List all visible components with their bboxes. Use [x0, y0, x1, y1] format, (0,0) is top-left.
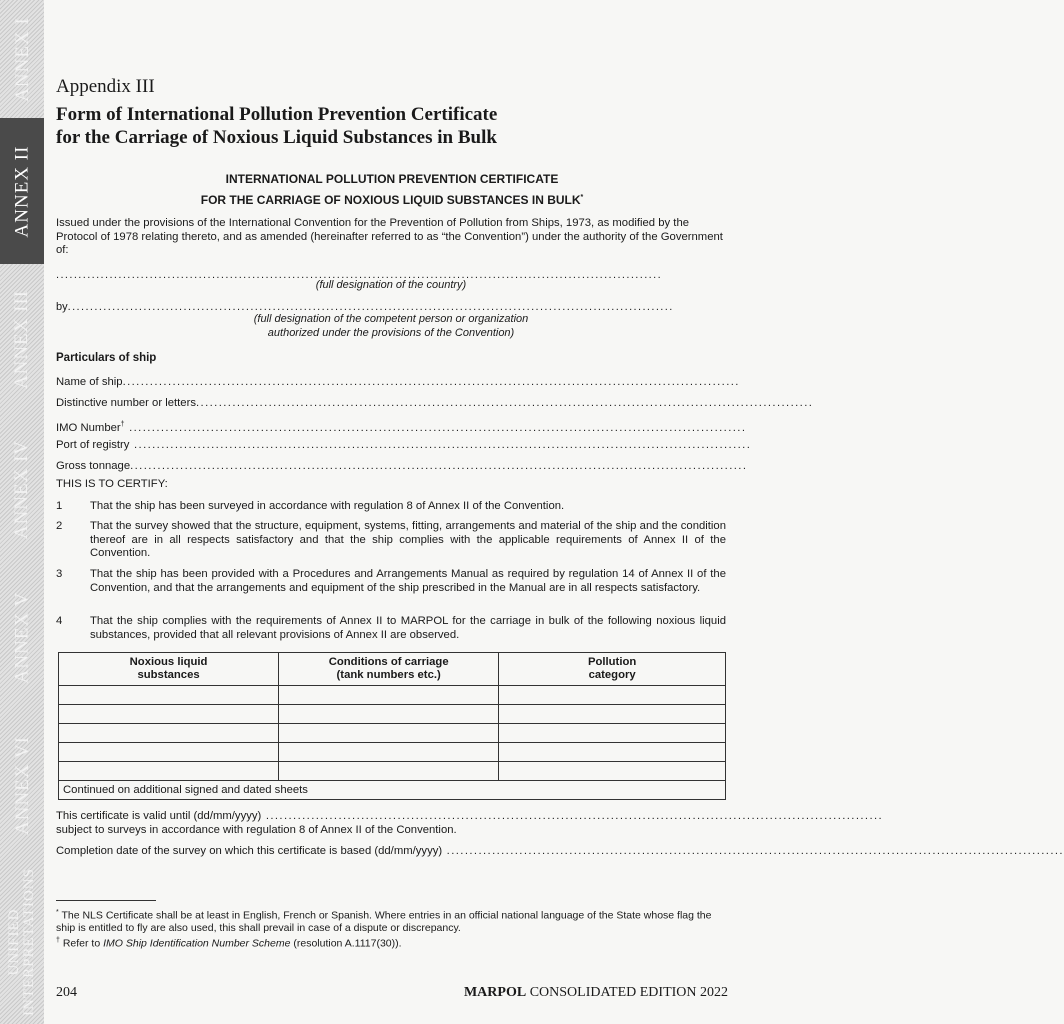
substances-table	[58, 652, 726, 800]
item-number: 3	[56, 568, 63, 580]
table-row	[59, 762, 726, 781]
tab-annex-6[interactable]	[0, 710, 44, 860]
field-label: Port of registry	[56, 439, 130, 451]
table-cell[interactable]	[59, 705, 279, 724]
tab-annex-6-label: ANNEX VI	[11, 735, 33, 835]
tab-unified-line2: INTERPRETATIONS	[21, 868, 37, 1016]
table-cell[interactable]	[59, 743, 279, 762]
tab-annex-5-label: ANNEX V	[11, 591, 33, 683]
certify-item-2	[56, 520, 726, 561]
field-label: Gross tonnage	[56, 460, 131, 472]
by-label: by	[56, 301, 68, 313]
valid-until-field[interactable]	[56, 810, 884, 824]
table-cell[interactable]	[59, 686, 279, 705]
item-number: 4	[56, 615, 63, 627]
tab-annex-4[interactable]	[0, 414, 44, 564]
table-cell[interactable]	[279, 705, 499, 724]
footnote-1-text: The NLS Certificate shall be at least in English, French or Spanish. Where entries in an official national language of the State whose flag the ship is entitled to fly are also used, this shall prevail in case of a dispute or discrepancy.	[56, 909, 712, 934]
footnote-2-post: (resolution A.1117(30)).	[290, 937, 402, 949]
table-row	[59, 705, 726, 724]
certificate-heading-2	[56, 193, 728, 207]
dot-leader: ........................................................................................................................................	[124, 421, 747, 434]
field-label: Name of ship	[56, 376, 123, 388]
dot-leader: ........................................................................................................................................	[442, 845, 1064, 857]
tab-annex-3-label: ANNEX III	[11, 289, 33, 389]
port-of-registry-field[interactable]	[56, 438, 752, 453]
dot-leader: ........................................................................................................................................	[196, 397, 814, 409]
authority-caption-line-1: (full designation of the competent person or organization	[253, 313, 529, 325]
header-line: (tank numbers etc.)	[336, 669, 441, 681]
completion-date-field[interactable]	[56, 845, 1064, 859]
certificate-heading-1: INTERNATIONAL POLLUTION PREVENTION CERTIFICATE	[225, 172, 559, 186]
validity-section	[56, 810, 1064, 859]
footnote-2-mark: †	[56, 936, 60, 944]
table-cell[interactable]	[499, 743, 726, 762]
header-line: Noxious liquid	[129, 656, 208, 668]
edition-bold: MARPOL	[463, 985, 527, 1000]
col-header-category	[499, 653, 726, 686]
title-line-2: for the Carriage of Noxious Liquid Substances in Bulk	[56, 127, 497, 148]
intro-paragraph: Issued under the provisions of the International Convention for the Prevention of Pollution from Ships, 1973, as modified by the Protocol of 1978 relating thereto, and as amended (hereinafter referred to as “the Convention”) under the authority of the Government of:	[56, 217, 723, 256]
tab-annex-4-label: ANNEX IV	[11, 439, 33, 539]
footnote-2-italic: IMO Ship Identification Number Scheme	[103, 937, 291, 949]
heading-2-text: FOR THE CARRIAGE OF NOXIOUS LIQUID SUBSTANCES IN BULK	[200, 193, 581, 207]
header-line: category	[588, 669, 636, 681]
country-caption: (full designation of the country)	[315, 279, 467, 291]
particulars-heading: Particulars of ship	[56, 352, 157, 364]
table-cell[interactable]	[59, 762, 279, 781]
table-row	[59, 743, 726, 762]
table-cell[interactable]	[499, 724, 726, 743]
field-label: IMO Number	[56, 421, 121, 434]
annex-sidebar	[0, 0, 44, 1024]
footnote-2	[56, 935, 726, 950]
tab-annex-2-label: ANNEX II	[11, 145, 33, 237]
footnote-1	[56, 907, 726, 935]
dot-leader: ........................................................................................................................................	[129, 439, 752, 451]
title-line-1: Form of International Pollution Prevention Certificate	[56, 104, 498, 125]
item-number: 1	[56, 500, 63, 512]
dot-leader: ........................................................................................................................................	[122, 376, 740, 388]
authority-caption-line-2: authorized under the provisions of the Convention)	[267, 326, 515, 339]
item-text: That the ship has been provided with a Procedures and Arrangements Manual as required by regulation 14 of Annex II of the Convention, and that the arrangements and equipment of the ship prescribed in the Manual are in all respects satisfactory.	[90, 568, 726, 594]
certify-item-4	[56, 615, 726, 642]
item-number: 2	[56, 520, 63, 532]
item-text: That the survey showed that the structure, equipment, systems, fitting, arrangements and material of the ship and the condition thereof are in all respects satisfactory and that the ship complies with the applicable requirements of Annex II of the Convention.	[90, 520, 726, 559]
dot-leader: ........................................................................................................................................	[56, 269, 663, 281]
table-header-row	[59, 653, 726, 686]
table-cell[interactable]	[499, 762, 726, 781]
table-cell[interactable]	[499, 705, 726, 724]
certify-item-1	[56, 500, 726, 514]
dot-leader: ........................................................................................................................................	[130, 460, 748, 472]
certify-item-3	[56, 568, 726, 595]
table-cell[interactable]	[279, 743, 499, 762]
page-title	[56, 103, 497, 149]
table-row	[59, 686, 726, 705]
table-row	[59, 724, 726, 743]
table-continued-row	[59, 781, 726, 800]
table-cell[interactable]	[59, 724, 279, 743]
header-line: Conditions of carriage	[328, 656, 449, 668]
field-footnote-mark: †	[120, 421, 125, 428]
table-cell[interactable]	[279, 686, 499, 705]
tab-annex-1-label: ANNEX I	[11, 16, 33, 102]
footnotes	[56, 907, 726, 950]
footnote-divider	[56, 900, 156, 901]
col-header-substances	[59, 653, 279, 686]
dot-leader: ........................................................................................................................................	[67, 301, 674, 313]
tab-annex-1[interactable]	[0, 0, 44, 118]
appendix-label: Appendix III	[56, 76, 155, 97]
tab-annex-2[interactable]	[0, 118, 44, 264]
name-of-ship-field[interactable]	[56, 375, 740, 390]
valid-until-label: This certificate is valid until (dd/mm/yyyy)	[56, 810, 262, 822]
item-text: That the ship has been surveyed in accordance with regulation 8 of Annex II of the Convention.	[90, 500, 565, 512]
gross-tonnage-field[interactable]	[56, 459, 748, 474]
dot-leader: ........................................................................................................................................	[261, 810, 884, 822]
col-header-conditions	[279, 653, 499, 686]
edition-footer	[464, 985, 728, 1001]
table-cell[interactable]	[499, 686, 726, 705]
document-page	[56, 0, 1064, 1024]
tab-unified-interpretations[interactable]	[0, 860, 44, 1024]
table-cell[interactable]	[279, 724, 499, 743]
tab-annex-5[interactable]	[0, 564, 44, 710]
page-number: 204	[56, 985, 77, 1000]
authority-caption	[56, 313, 726, 340]
header-line: Pollution	[587, 656, 637, 668]
table-cell[interactable]	[279, 762, 499, 781]
tab-unified-label	[7, 868, 37, 1016]
footnote-1-mark: *	[56, 909, 59, 916]
valid-subject-text: subject to surveys in accordance with regulation 8 of Annex II of the Convention.	[56, 823, 457, 836]
authority-entry-field[interactable]	[56, 300, 720, 314]
continued-note: Continued on additional signed and dated sheets	[59, 781, 726, 800]
footnote-2-pre: Refer to	[62, 937, 104, 949]
tab-unified-line1: UNIFIED	[6, 908, 22, 976]
item-text: That the ship complies with the requirements of Annex II to MARPOL for the carriage in bulk of the following noxious liquid substances, provided that all relevant provisions of Annex II are observed.	[90, 615, 726, 641]
heading-2-footnote-mark: *	[580, 194, 584, 201]
imo-number-field[interactable]	[56, 417, 747, 434]
certify-heading: THIS IS TO CERTIFY:	[56, 478, 168, 490]
completion-label: Completion date of the survey on which this certificate is based (dd/mm/yyyy)	[56, 845, 443, 857]
distinctive-number-field[interactable]	[56, 396, 814, 411]
header-line: substances	[137, 669, 200, 681]
field-label: Distinctive number or letters	[56, 397, 197, 409]
edition-rest: CONSOLIDATED EDITION 2022	[526, 985, 728, 1000]
tab-annex-3[interactable]	[0, 264, 44, 414]
